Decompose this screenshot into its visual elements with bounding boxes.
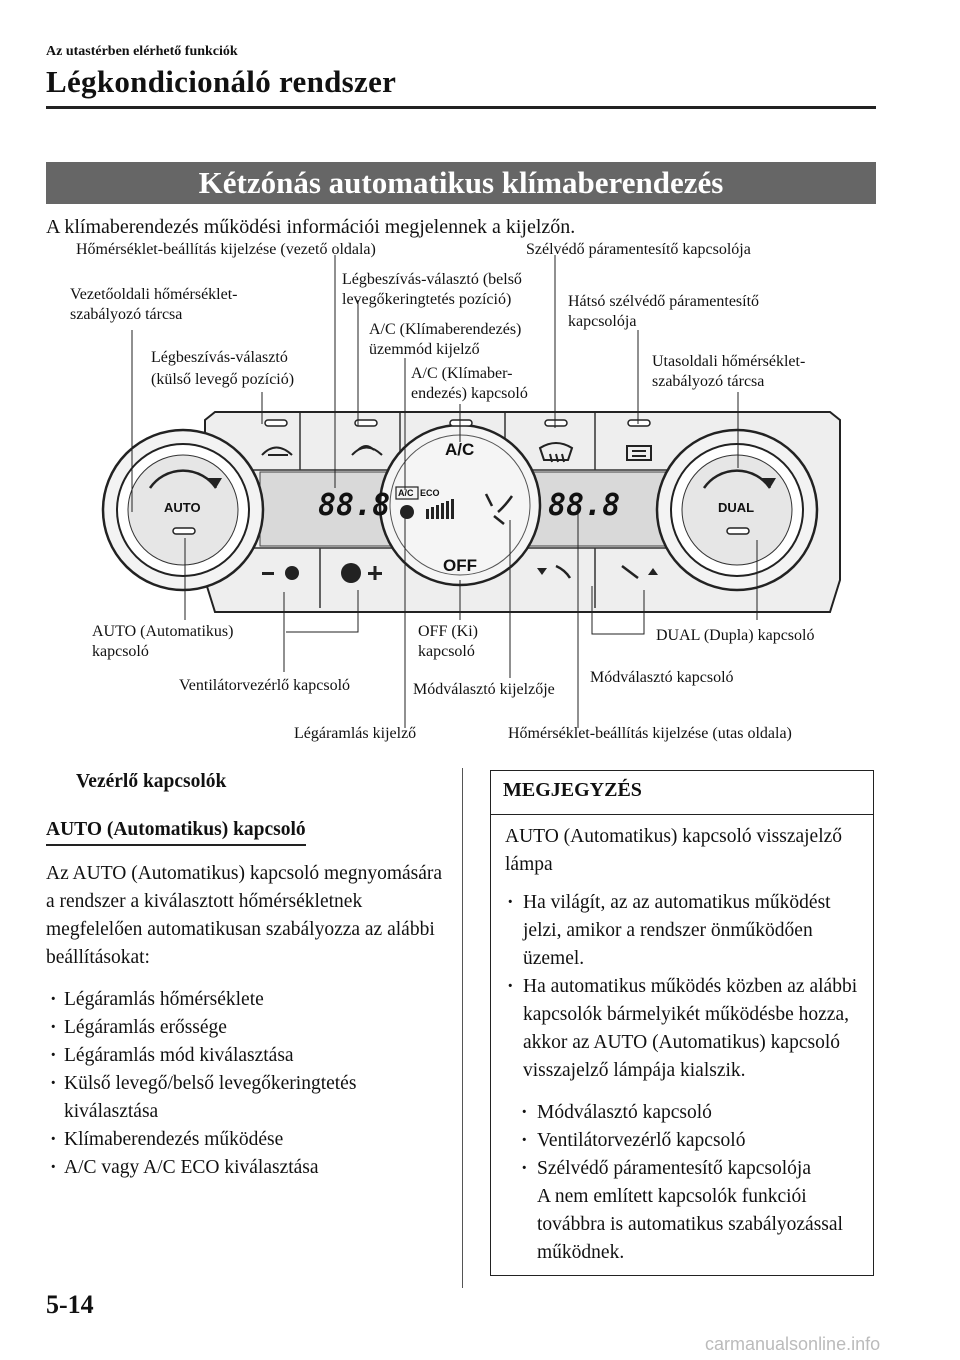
eco-badge: ECO [420, 488, 440, 498]
chapter-title: Légkondicionáló rendszer [46, 64, 397, 99]
sub-heading: Vezérlő kapcsolók [76, 771, 227, 792]
dual-button-label: DUAL [718, 500, 755, 515]
callout-dual-switch: DUAL (Dupla) kapcsoló [656, 627, 815, 644]
list-item: · A/C vagy A/C ECO kiválasztása [46, 1154, 446, 1182]
callout-passenger-dial-2: szabályozó tárcsa [652, 373, 765, 390]
note-closing: A nem említett kapcsolók funkciói továbbra is automatikus szabályozással működnek. [537, 1186, 843, 1263]
auto-settings-list [46, 986, 446, 1182]
callout-auto-switch-2: kapcsoló [92, 643, 149, 660]
callout-off-switch-1: OFF (Ki) [418, 623, 479, 640]
note-sub-list [519, 1099, 859, 1183]
list-item: · Külső levegő/belső levegőkeringtetés kiválasztása [46, 1070, 446, 1126]
callout-airflow-display: Légáramlás kijelző [294, 725, 417, 742]
list-item: · Módválasztó kapcsoló [519, 1099, 859, 1127]
callout-mode-display: Módválasztó kijelzője [413, 681, 555, 698]
ac-button-label: A/C [445, 440, 475, 459]
note-list [505, 889, 859, 1085]
list-item: · Szélvédő páramentesítő kapcsolója [519, 1155, 859, 1183]
section-banner: Kétzónás automatikus klímaberendezés [46, 162, 876, 204]
callout-intake-recirc-1: Légbeszívás-választó (belső [342, 271, 522, 288]
ac-badge: A/C [398, 488, 414, 498]
section-label: Az utastérben elérhető funkciók [46, 44, 238, 59]
callout-temp-display-passenger: Hőmérséklet-beállítás kijelzése (utas oldala) [508, 725, 792, 742]
callout-ac-mode-ind-1: A/C (Klímaberendezés) [369, 321, 522, 338]
callout-ac-mode-ind-2: üzemmód kijelző [369, 341, 480, 358]
page-number: 5-14 [46, 1290, 94, 1319]
list-item: · Légáramlás hőmérséklete [46, 986, 446, 1014]
callout-intake-outside-1: Légbeszívás-választó [151, 349, 288, 366]
callout-rear-defrost-2: kapcsolója [568, 313, 637, 330]
callout-mode-switch: Módválasztó kapcsoló [590, 669, 734, 686]
list-item: · Ventilátorvezérlő kapcsoló [519, 1127, 859, 1155]
callout-fan-switch: Ventilátorvezérlő kapcsoló [179, 677, 351, 694]
column-divider [462, 768, 463, 1288]
callout-temp-display-driver: Hőmérséklet-beállítás kijelzése (vezető oldala) [76, 241, 376, 258]
note-intro: AUTO (Automatikus) kapcsoló visszajelző lámpa [505, 826, 843, 875]
main-column [46, 768, 446, 1182]
auto-button-label: AUTO [164, 500, 201, 515]
list-item: · Légáramlás mód kiválasztása [46, 1042, 446, 1070]
auto-paragraph: Az AUTO (Automatikus) kapcsoló megnyomására a rendszer a kiválasztott hőmérsékletnek megfelelően automatikusan szabályozza az alábbi beállításokat: [46, 863, 443, 968]
watermark: carmanualsonline.info [705, 1334, 881, 1354]
callout-ac-switch-2: endezés) kapcsoló [411, 385, 528, 402]
off-button-label: OFF [443, 556, 477, 575]
callout-rear-defrost-1: Hátsó szélvédő páramentesítő [568, 293, 760, 310]
list-item: · Légáramlás erőssége [46, 1014, 446, 1042]
temp-display-right: 88.8 [548, 488, 621, 523]
list-item: · Ha automatikus működés közben az alábbi kapcsolók bármelyikét működésbe hozza, akkor az AUTO (Automatikus) kapcsoló visszajelző lámpája kialszik. [505, 973, 859, 1085]
callout-ac-switch-1: A/C (Klímaber- [411, 365, 513, 382]
callout-intake-recirc-2: levegőkeringtetés pozíció) [342, 291, 512, 308]
intro-text: A klímaberendezés működési információi megjelennek a kijelzőn. [46, 216, 576, 238]
list-item: · Ha világít, az az automatikus működést jelzi, amikor a rendszer önműködően üzemel. [505, 889, 859, 973]
callout-auto-switch-1: AUTO (Automatikus) [92, 623, 234, 640]
callout-off-switch-2: kapcsoló [418, 643, 475, 660]
list-item: · Klímaberendezés működése [46, 1126, 446, 1154]
callout-driver-dial-1: Vezetőoldali hőmérséklet- [70, 286, 238, 303]
callout-intake-outside-2: (külső levegő pozíció) [151, 371, 295, 388]
callout-passenger-dial-1: Utasoldali hőmérséklet- [652, 353, 806, 370]
auto-switch-heading: AUTO (Automatikus) kapcsoló [46, 816, 306, 846]
display-fan-icon [400, 505, 414, 519]
temp-display-left: 88.8 [318, 488, 391, 523]
callout-windshield-defrost: Szélvédő páramentesítő kapcsolója [526, 241, 751, 258]
note-title: MEGJEGYZÉS [491, 771, 873, 815]
callout-driver-dial-2: szabályozó tárcsa [70, 306, 183, 323]
note-box [490, 770, 874, 1276]
